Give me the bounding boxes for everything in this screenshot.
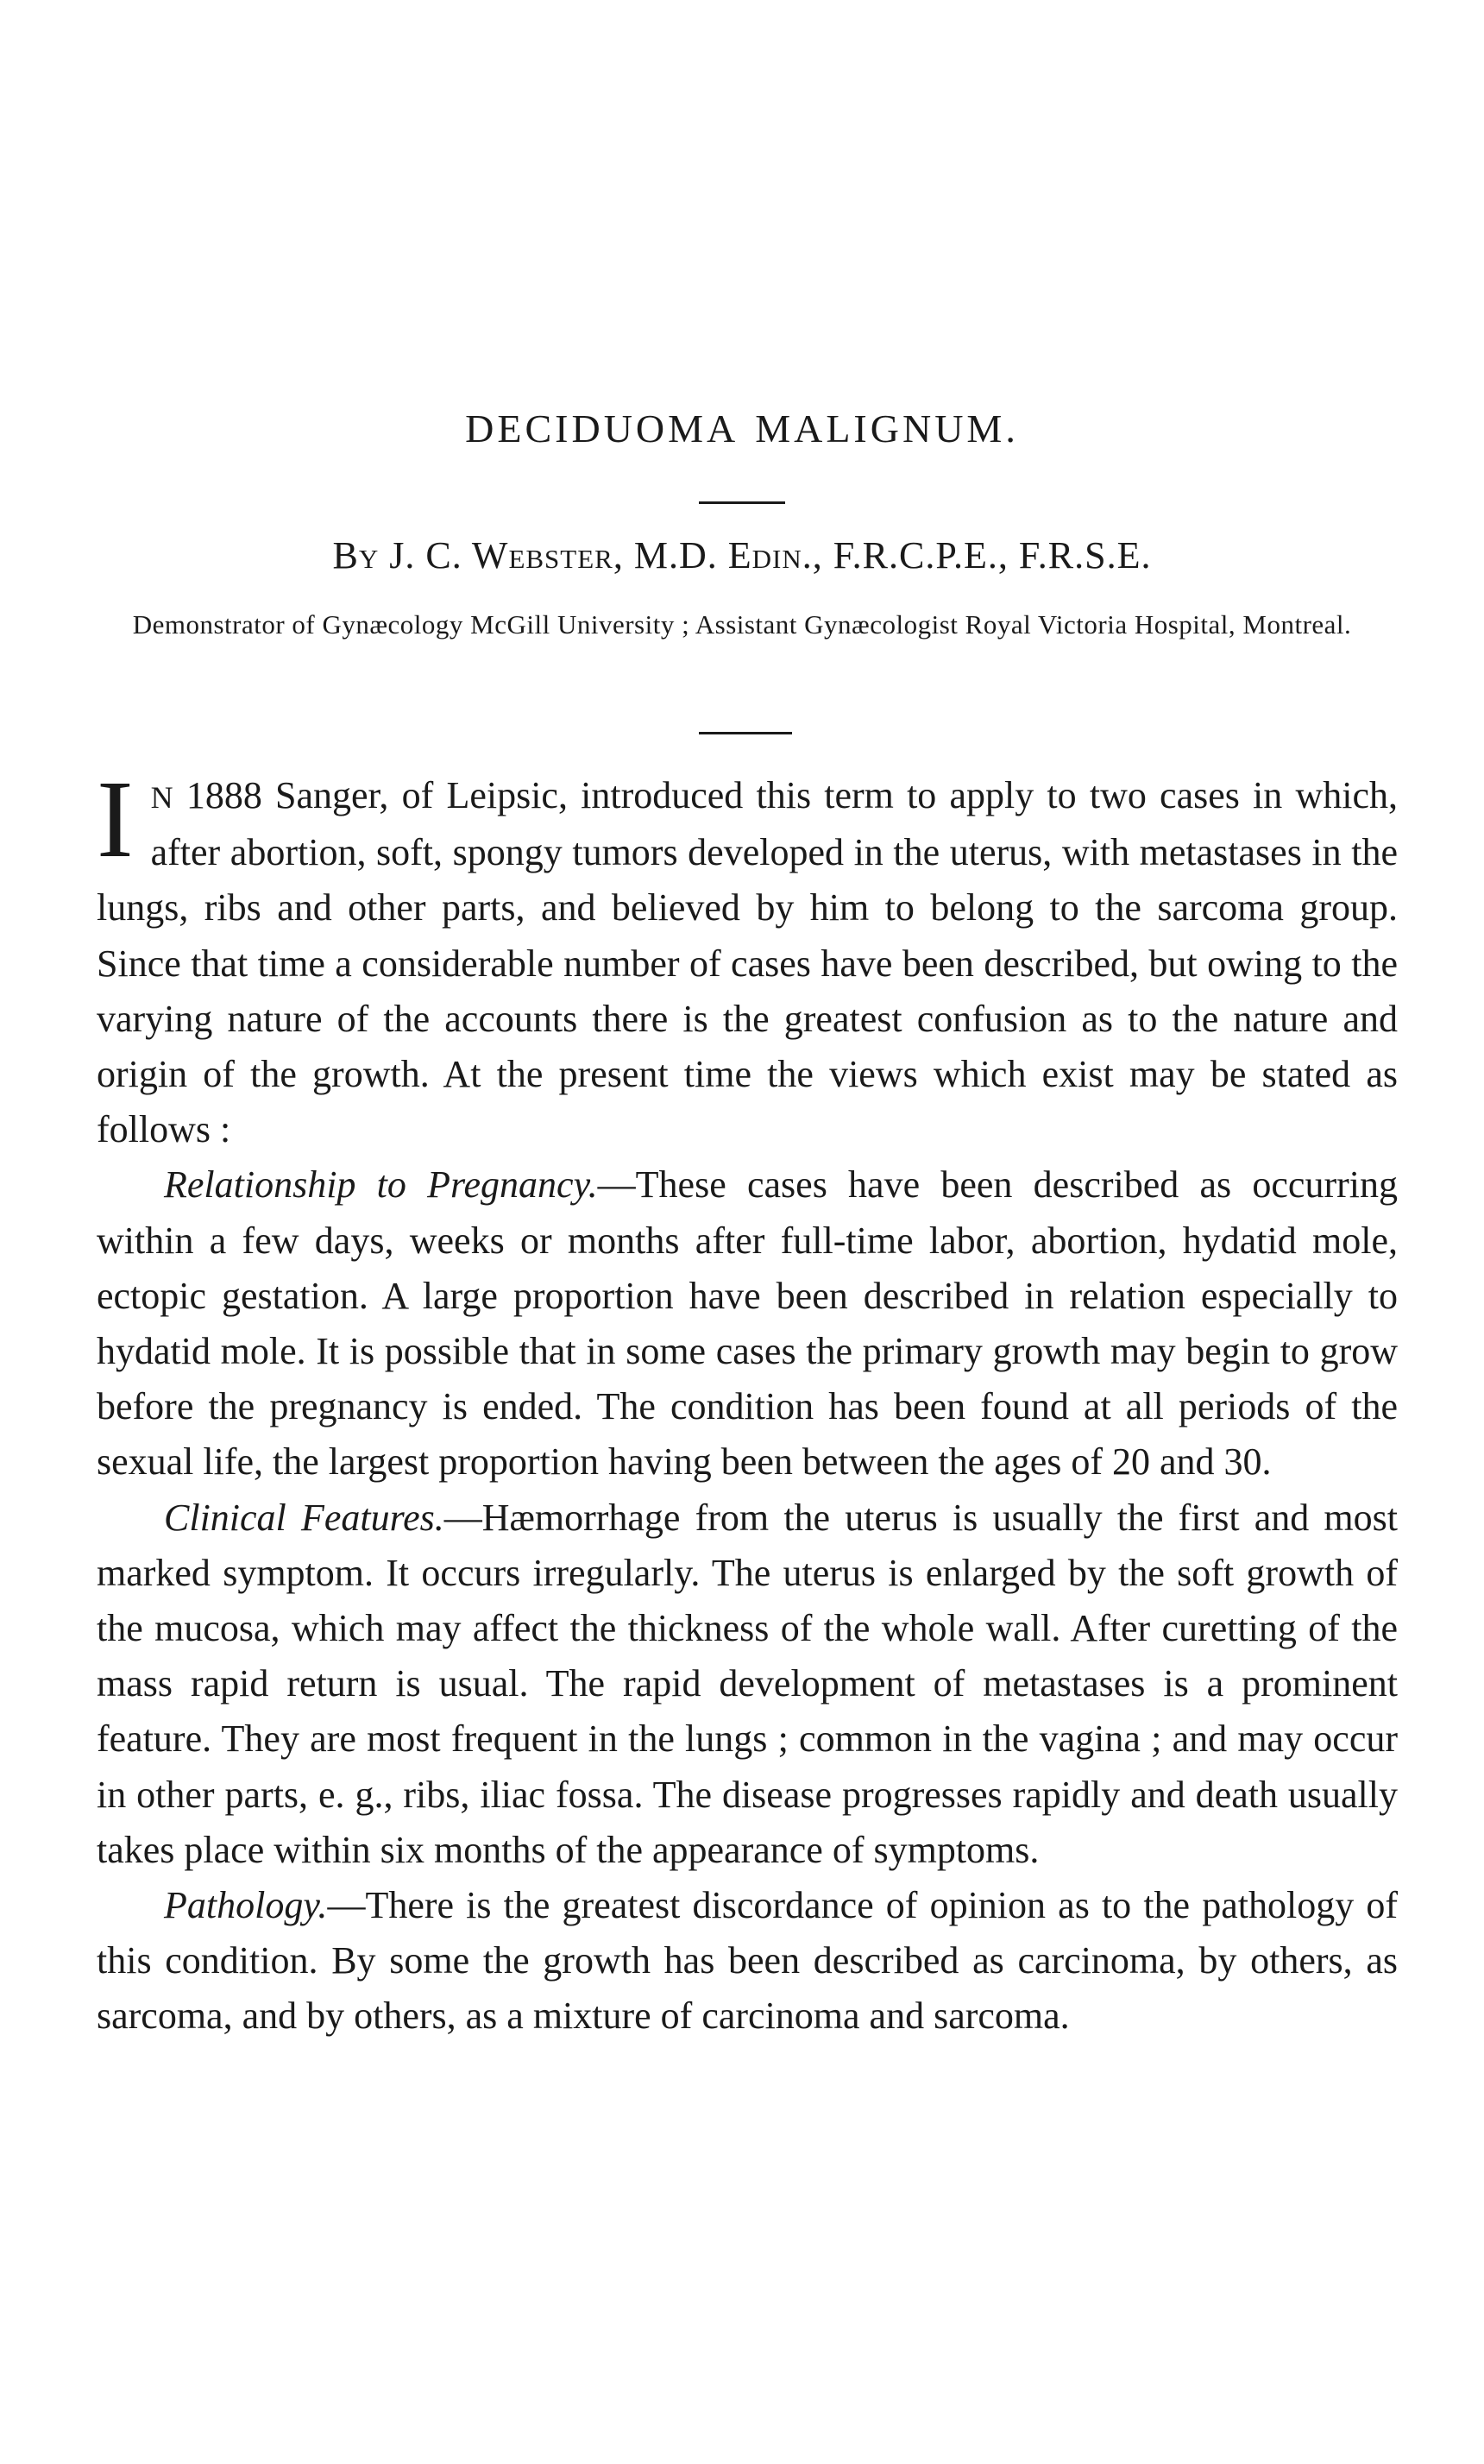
section-paragraph	[97, 1878, 1398, 2045]
section-heading: Pathology.	[164, 1884, 328, 1927]
author-degree: , M.D.	[613, 534, 718, 577]
intro-text: 1888 Sanger, of Leipsic, introduced this term to apply to two cases in which, after abortion, soft, spongy tumors developed in the uterus, with metastases in the lungs, ribs and other parts, and believed by him to belong to the sarcoma group. Since that time a considerable number of cases have been described, but owing to the varying nature of the accounts there is the greatest confusion as to the nature and origin of the growth. At the present time the views which exist may be stated as follows :	[97, 774, 1398, 1151]
author-edin: Edin.	[727, 534, 813, 577]
drop-cap: I	[97, 758, 134, 880]
article-title: DECIDUOMA MALIGNUM.	[465, 406, 1019, 451]
section-text: —There is the greatest discordance of opinion as to the pathology of this condition. By some the growth has been described as carcinoma, by others, as sarcoma, and by others, as a mixture of carcinoma and sarcoma.	[97, 1884, 1398, 2038]
author-fellowships: , F.R.C.P.E., F.R.S.E.	[812, 534, 1152, 577]
section-text: —These cases have been described as occurring within a few days, weeks or months after full-time labor, abortion, hydatid mole, ectopic gestation. A large proportion have been described in relation especially to hydatid mole. It is possible that in some cases the primary growth may begin to grow before the pregnancy is ended. The condition has been found at all periods of the sexual life, the largest proportion having been between the ages of 20 and 30.	[97, 1163, 1398, 1484]
section-text: —Hæmorrhage from the uterus is usually the first and most marked symptom. It occurs irregularly. The uterus is enlarged by the soft growth of the mucosa, which may affect the thickness of the whole wall. After curetting of the mass rapid return is usual. The rapid development of metastases is a prominent feature. They are most frequent in the lungs ; common in the vagina ; and may occur in other parts, e. g., ribs, iliac fossa. The disease progresses rapidly and death usually takes place within six months of the appearance of symptoms.	[97, 1496, 1398, 1871]
author-name: J. C. Webster	[389, 534, 613, 577]
title-rule	[699, 501, 785, 504]
affiliation-rule	[699, 732, 792, 734]
section-heading: Relationship to Pregnancy.	[164, 1163, 598, 1207]
section-paragraph	[97, 1157, 1398, 1490]
byline-prefix: By	[332, 534, 380, 577]
section-heading: Clinical Features.	[164, 1496, 444, 1539]
byline	[0, 533, 1484, 577]
section-paragraph	[97, 1490, 1398, 1878]
drop-cap-continuation: N	[150, 780, 173, 815]
article-body	[97, 758, 1398, 2045]
author-affiliation: Demonstrator of Gynæcology McGill University ; Assistant Gynæcologist Royal Victoria Hospital, Montreal.	[132, 609, 1352, 640]
intro-paragraph	[97, 758, 1398, 1157]
